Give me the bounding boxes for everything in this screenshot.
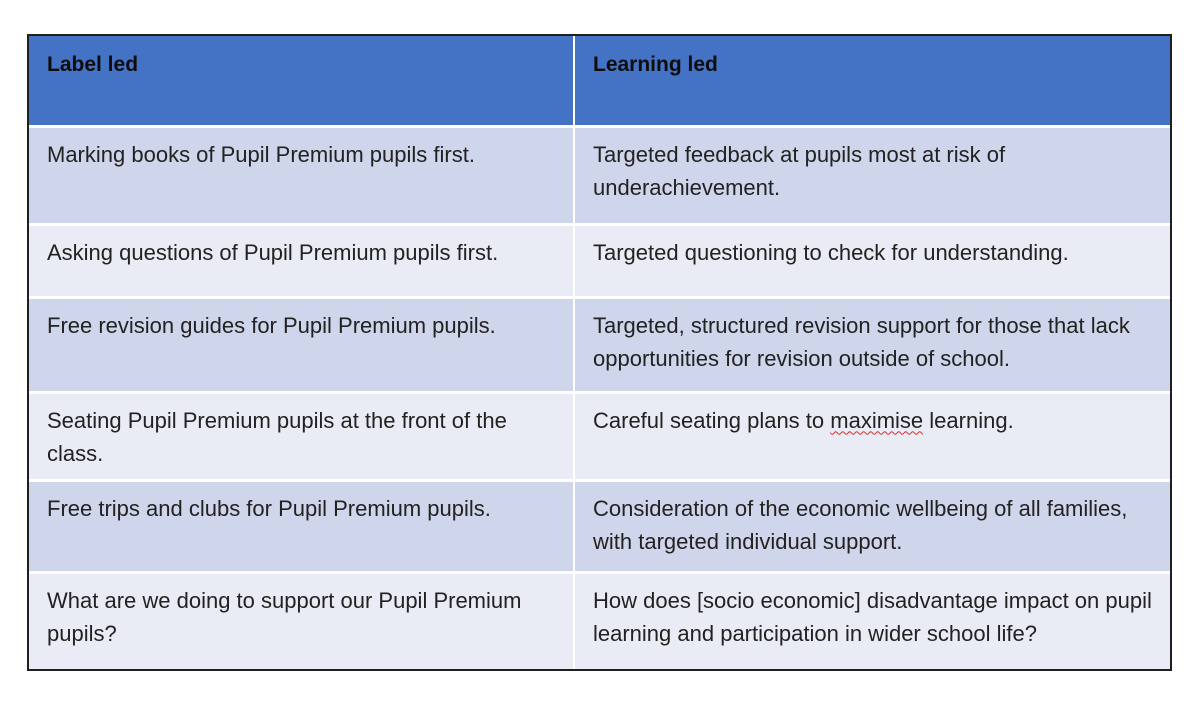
- cell-text: Asking questions of Pupil Premium pupils first.: [47, 239, 499, 265]
- label-led-cell: [29, 297, 574, 392]
- cell-text: Marking books of Pupil Premium pupils first.: [47, 141, 475, 167]
- learning-led-cell: [574, 126, 1170, 224]
- header-row: [29, 36, 1170, 126]
- learning-led-cell: [574, 480, 1170, 572]
- label-led-cell: [29, 572, 574, 669]
- table-row: [29, 572, 1170, 669]
- learning-led-cell: [574, 224, 1170, 297]
- cell-text: Targeted, structured revision support for those that lack opportunities for revision outside of school.: [593, 312, 1130, 371]
- cell-text: What are we doing to support our Pupil Premium pupils?: [47, 587, 522, 646]
- cell-text: Targeted feedback at pupils most at risk of underachievement.: [593, 141, 1006, 200]
- table-row: [29, 392, 1170, 480]
- table-row: [29, 224, 1170, 297]
- label-led-cell: [29, 480, 574, 572]
- table-row: [29, 126, 1170, 224]
- spellcheck-flag: maximise: [830, 407, 924, 433]
- table-row: [29, 297, 1170, 392]
- header-label: Learning led: [593, 53, 718, 76]
- cell-text: How does [socio economic] disadvantage impact on pupil learning and participation in wider school life?: [593, 587, 1152, 646]
- label-led-cell: [29, 126, 574, 224]
- table-grid: [29, 36, 1170, 669]
- label-led-cell: [29, 392, 574, 480]
- learning-led-cell: [574, 392, 1170, 480]
- label-led-cell: [29, 224, 574, 297]
- comparison-table: [27, 34, 1172, 671]
- header-cell-learning-led: [574, 36, 1170, 126]
- cell-text: Free revision guides for Pupil Premium pupils.: [47, 312, 496, 338]
- table-row: [29, 480, 1170, 572]
- cell-text: Targeted questioning to check for understanding.: [593, 239, 1069, 265]
- learning-led-cell: [574, 572, 1170, 669]
- cell-text: Free trips and clubs for Pupil Premium pupils.: [47, 495, 491, 521]
- header-label: Label led: [47, 53, 139, 76]
- cell-text-with-spellcheck: Careful seating plans to maximise learning.: [593, 407, 1014, 433]
- cell-text: Consideration of the economic wellbeing of all families, with targeted individual support.: [593, 495, 1128, 554]
- header-cell-label-led: [29, 36, 574, 126]
- cell-text: Seating Pupil Premium pupils at the front of the class.: [47, 407, 507, 466]
- learning-led-cell: [574, 297, 1170, 392]
